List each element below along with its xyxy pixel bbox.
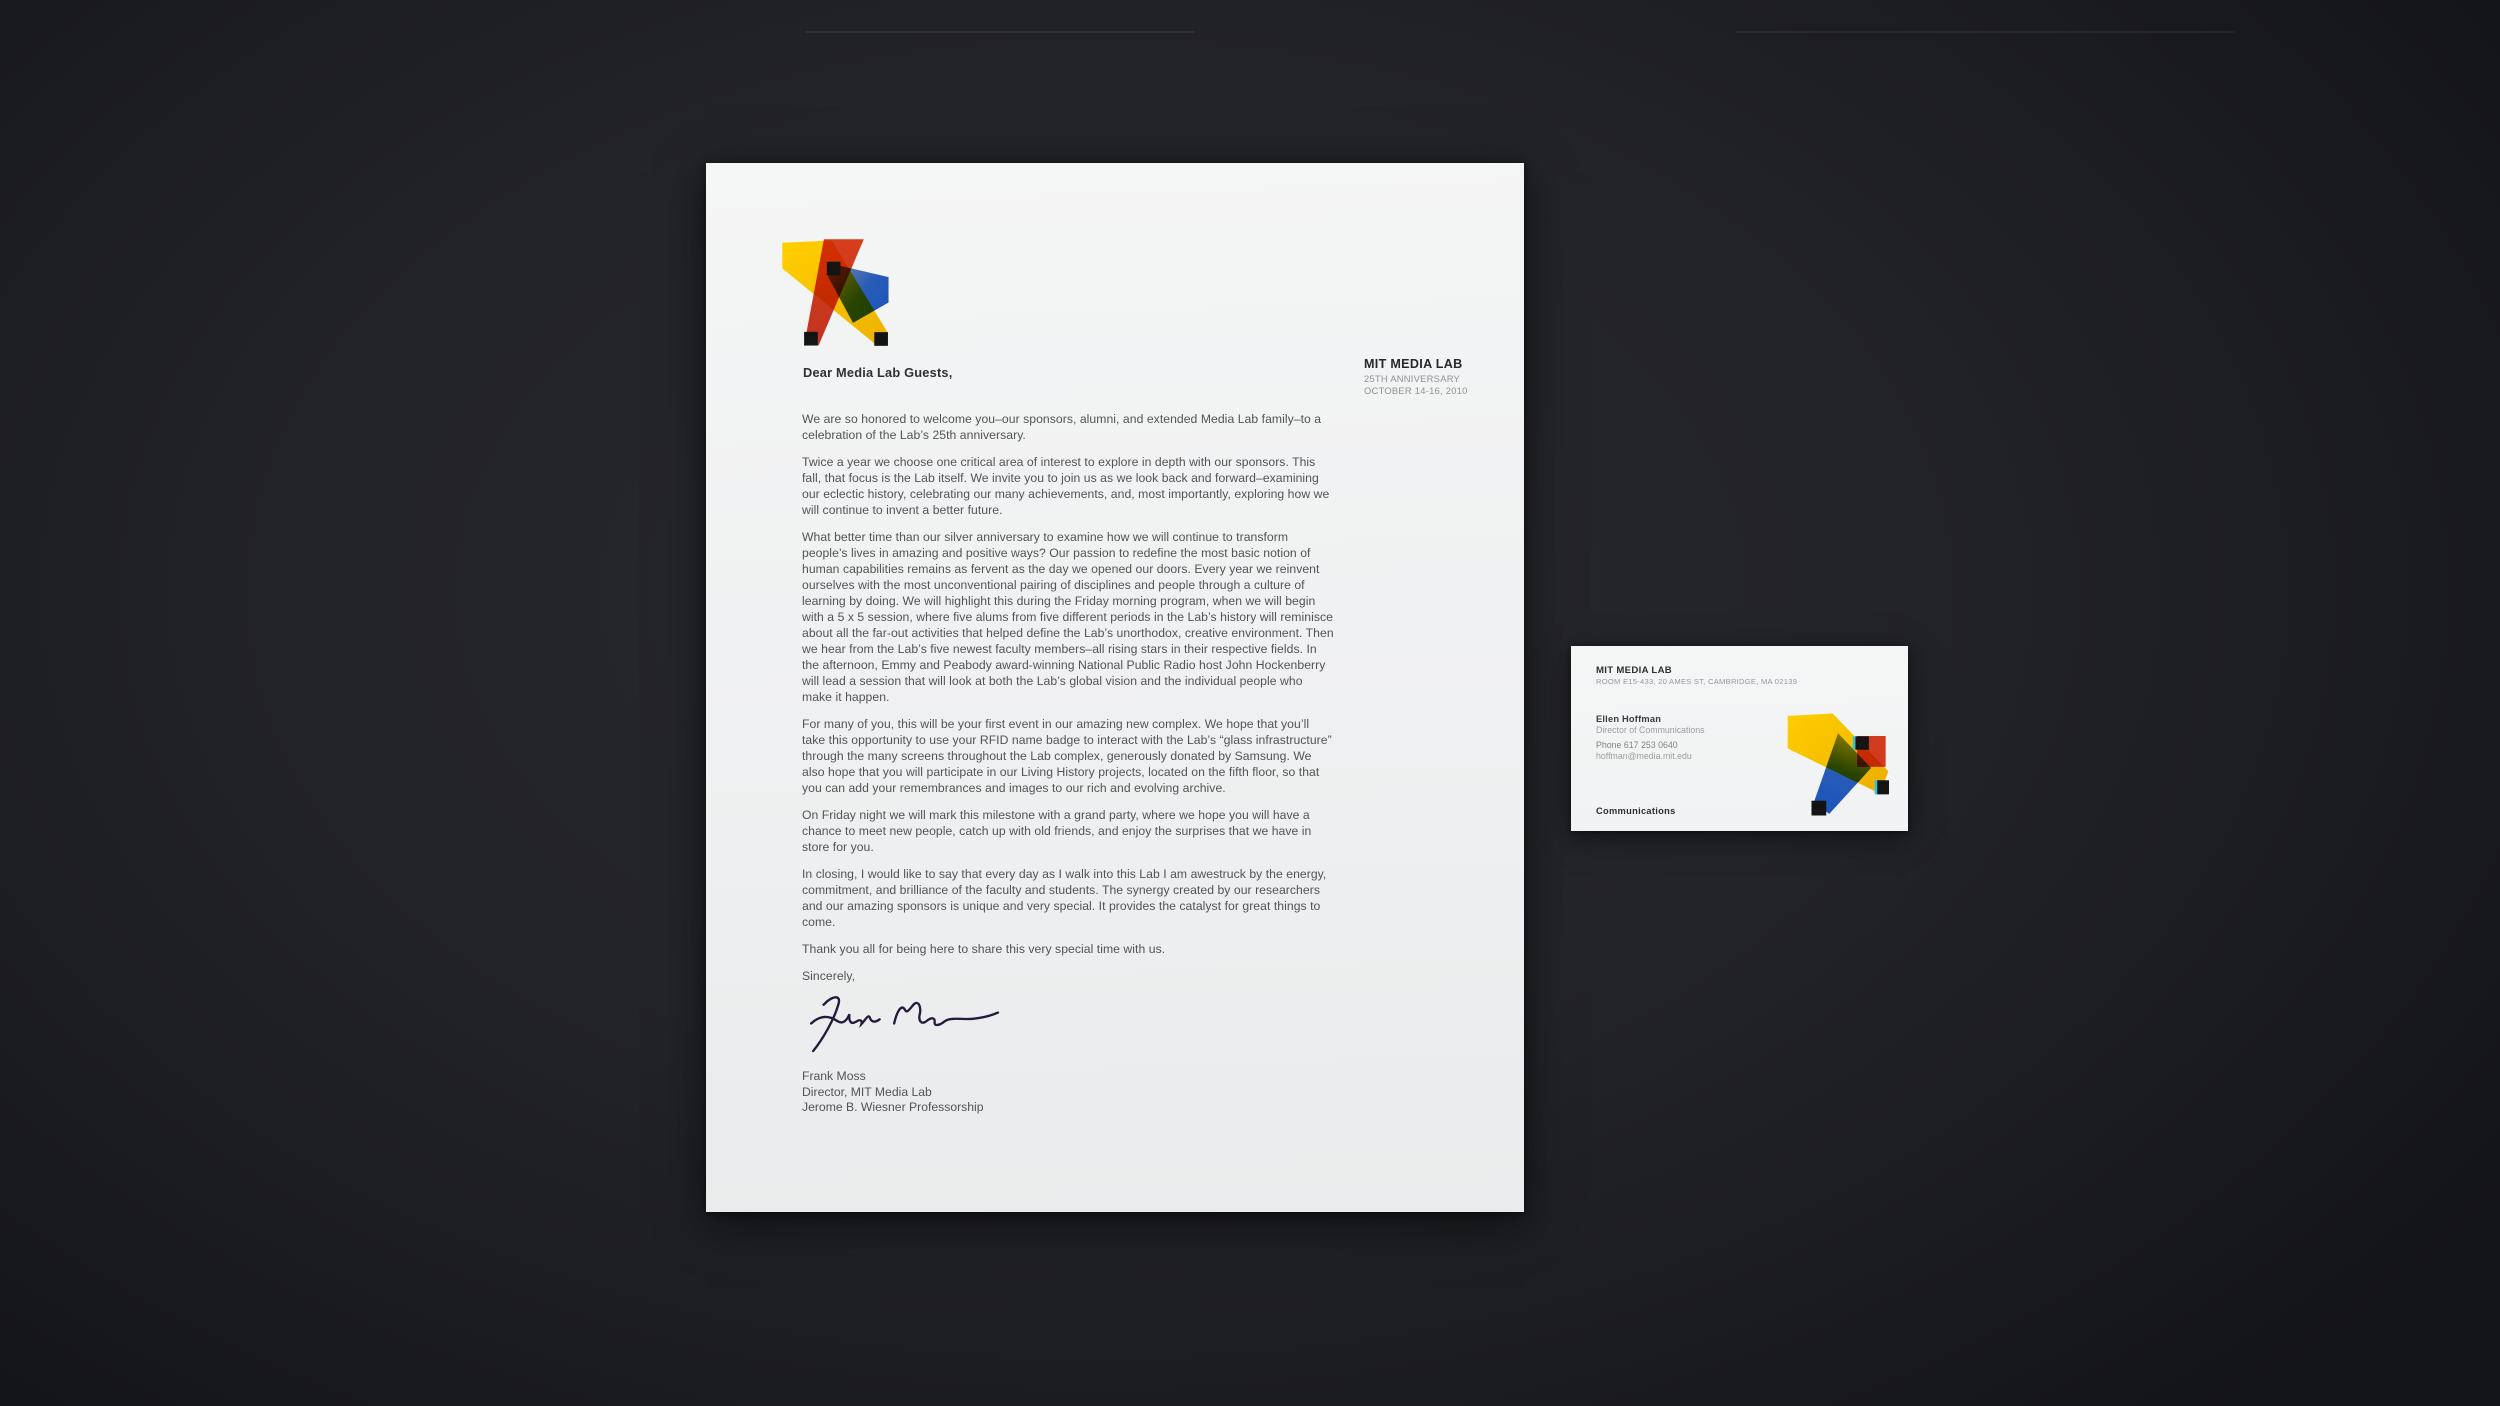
letterhead-title: MIT MEDIA LAB: [1364, 357, 1463, 371]
frank-moss-signature-icon: [808, 991, 1000, 1057]
media-lab-logo-variant-icon: [1785, 712, 1889, 817]
letterhead-date: OCTOBER 14-16, 2010: [1364, 384, 1468, 396]
letter-closing: Sincerely,: [802, 969, 856, 983]
letter-document: [706, 163, 1524, 1212]
card-person-name: Ellen Hoffman: [1596, 714, 1662, 724]
media-lab-logo-icon: [775, 234, 906, 352]
letter-paragraph: In closing, I would like to say that every day as I walk into this Lab I am awestruck by the energy, commitment, and brilliance of the faculty and students. The synergy created by our researchers and our amazing sponsors is unique and very special. It provides the catalyst for great things to come.: [802, 867, 1327, 929]
signature-block: [802, 1069, 1335, 1116]
letter-paragraph: We are so honored to welcome you–our sponsors, alumni, and extended Media Lab family–to a celebration of the Lab’s 25th anniversary.: [802, 412, 1322, 442]
card-phone: Phone 617 253 0640: [1596, 740, 1678, 750]
letterhead-event-block: [1364, 357, 1468, 396]
letter-paragraph: On Friday night we will mark this milestone with a grand party, where we hope you will have a chance to meet new people, catch up with old friends, and enjoy the surprises that we have in store for you.: [802, 808, 1312, 854]
letter-paragraph: Twice a year we choose one critical area of interest to explore in depth with our sponsors. This fall, that focus is the Lab itself. We invite you to join us as we look back and forward–examining our eclectic history, celebrating our many achievements, and, most importantly, exploring how we will continue to invent a better future.: [802, 455, 1330, 517]
business-card: [1571, 646, 1908, 831]
letter-salutation: Dear Media Lab Guests,: [803, 365, 953, 380]
card-department: Communications: [1596, 806, 1676, 816]
signer-professorship: Jerome B. Wiesner Professorship: [802, 1100, 984, 1115]
letter-paragraph: For many of you, this will be your first event in our amazing new complex. We hope that you’ll take this opportunity to use your RFID name badge to interact with the Lab’s “glass infrastructure” through the many screens throughout the Lab complex, generously donated by Samsung. We also hope that you will participate in our Living History projects, located on the fifth floor, so that you can add your remembrances and images to our rich and evolving archive.: [802, 717, 1332, 795]
card-email: hoffman@media.mit.edu: [1596, 751, 1692, 761]
letter-body: [802, 411, 1335, 1116]
surface-reflection: [805, 31, 1195, 33]
letterhead-anniversary: 25TH ANNIVERSARY: [1364, 373, 1461, 384]
surface-reflection: [1735, 31, 2235, 33]
card-address: ROOM E15-433, 20 AMES ST, CAMBRIDGE, MA 02139: [1596, 677, 1798, 686]
signer-name: Frank Moss: [802, 1069, 866, 1083]
letter-thanks-line: Thank you all for being here to share this very special time with us.: [802, 942, 1166, 956]
signer-title: Director, MIT Media Lab: [802, 1084, 932, 1099]
card-person-title: Director of Communications: [1596, 725, 1705, 735]
letter-paragraph: What better time than our silver anniversary to examine how we will continue to transform people’s lives in amazing and positive ways? Our passion to redefine the most basic notion of human capabilities remains as fervent as the day we opened our doors. Every year we reinvent ourselves with the most unconventional pairing of disciplines and people through a culture of learning by doing. We will highlight this during the Friday morning program, when we will begin with a 5 x 5 session, where five alums from five different periods in the Lab’s history will reminisce about all the far-out activities that helped define the Lab’s unorthodox, creative environment. Then we hear from the Lab’s five newest faculty members–all rising stars in their respective fields. In the afternoon, Emmy and Peabody award-winning National Public Radio host John Hockenberry will lead a session that will look at both the Lab’s global vision and the individual people who make it happen.: [802, 530, 1334, 704]
card-org: MIT MEDIA LAB: [1596, 665, 1673, 676]
